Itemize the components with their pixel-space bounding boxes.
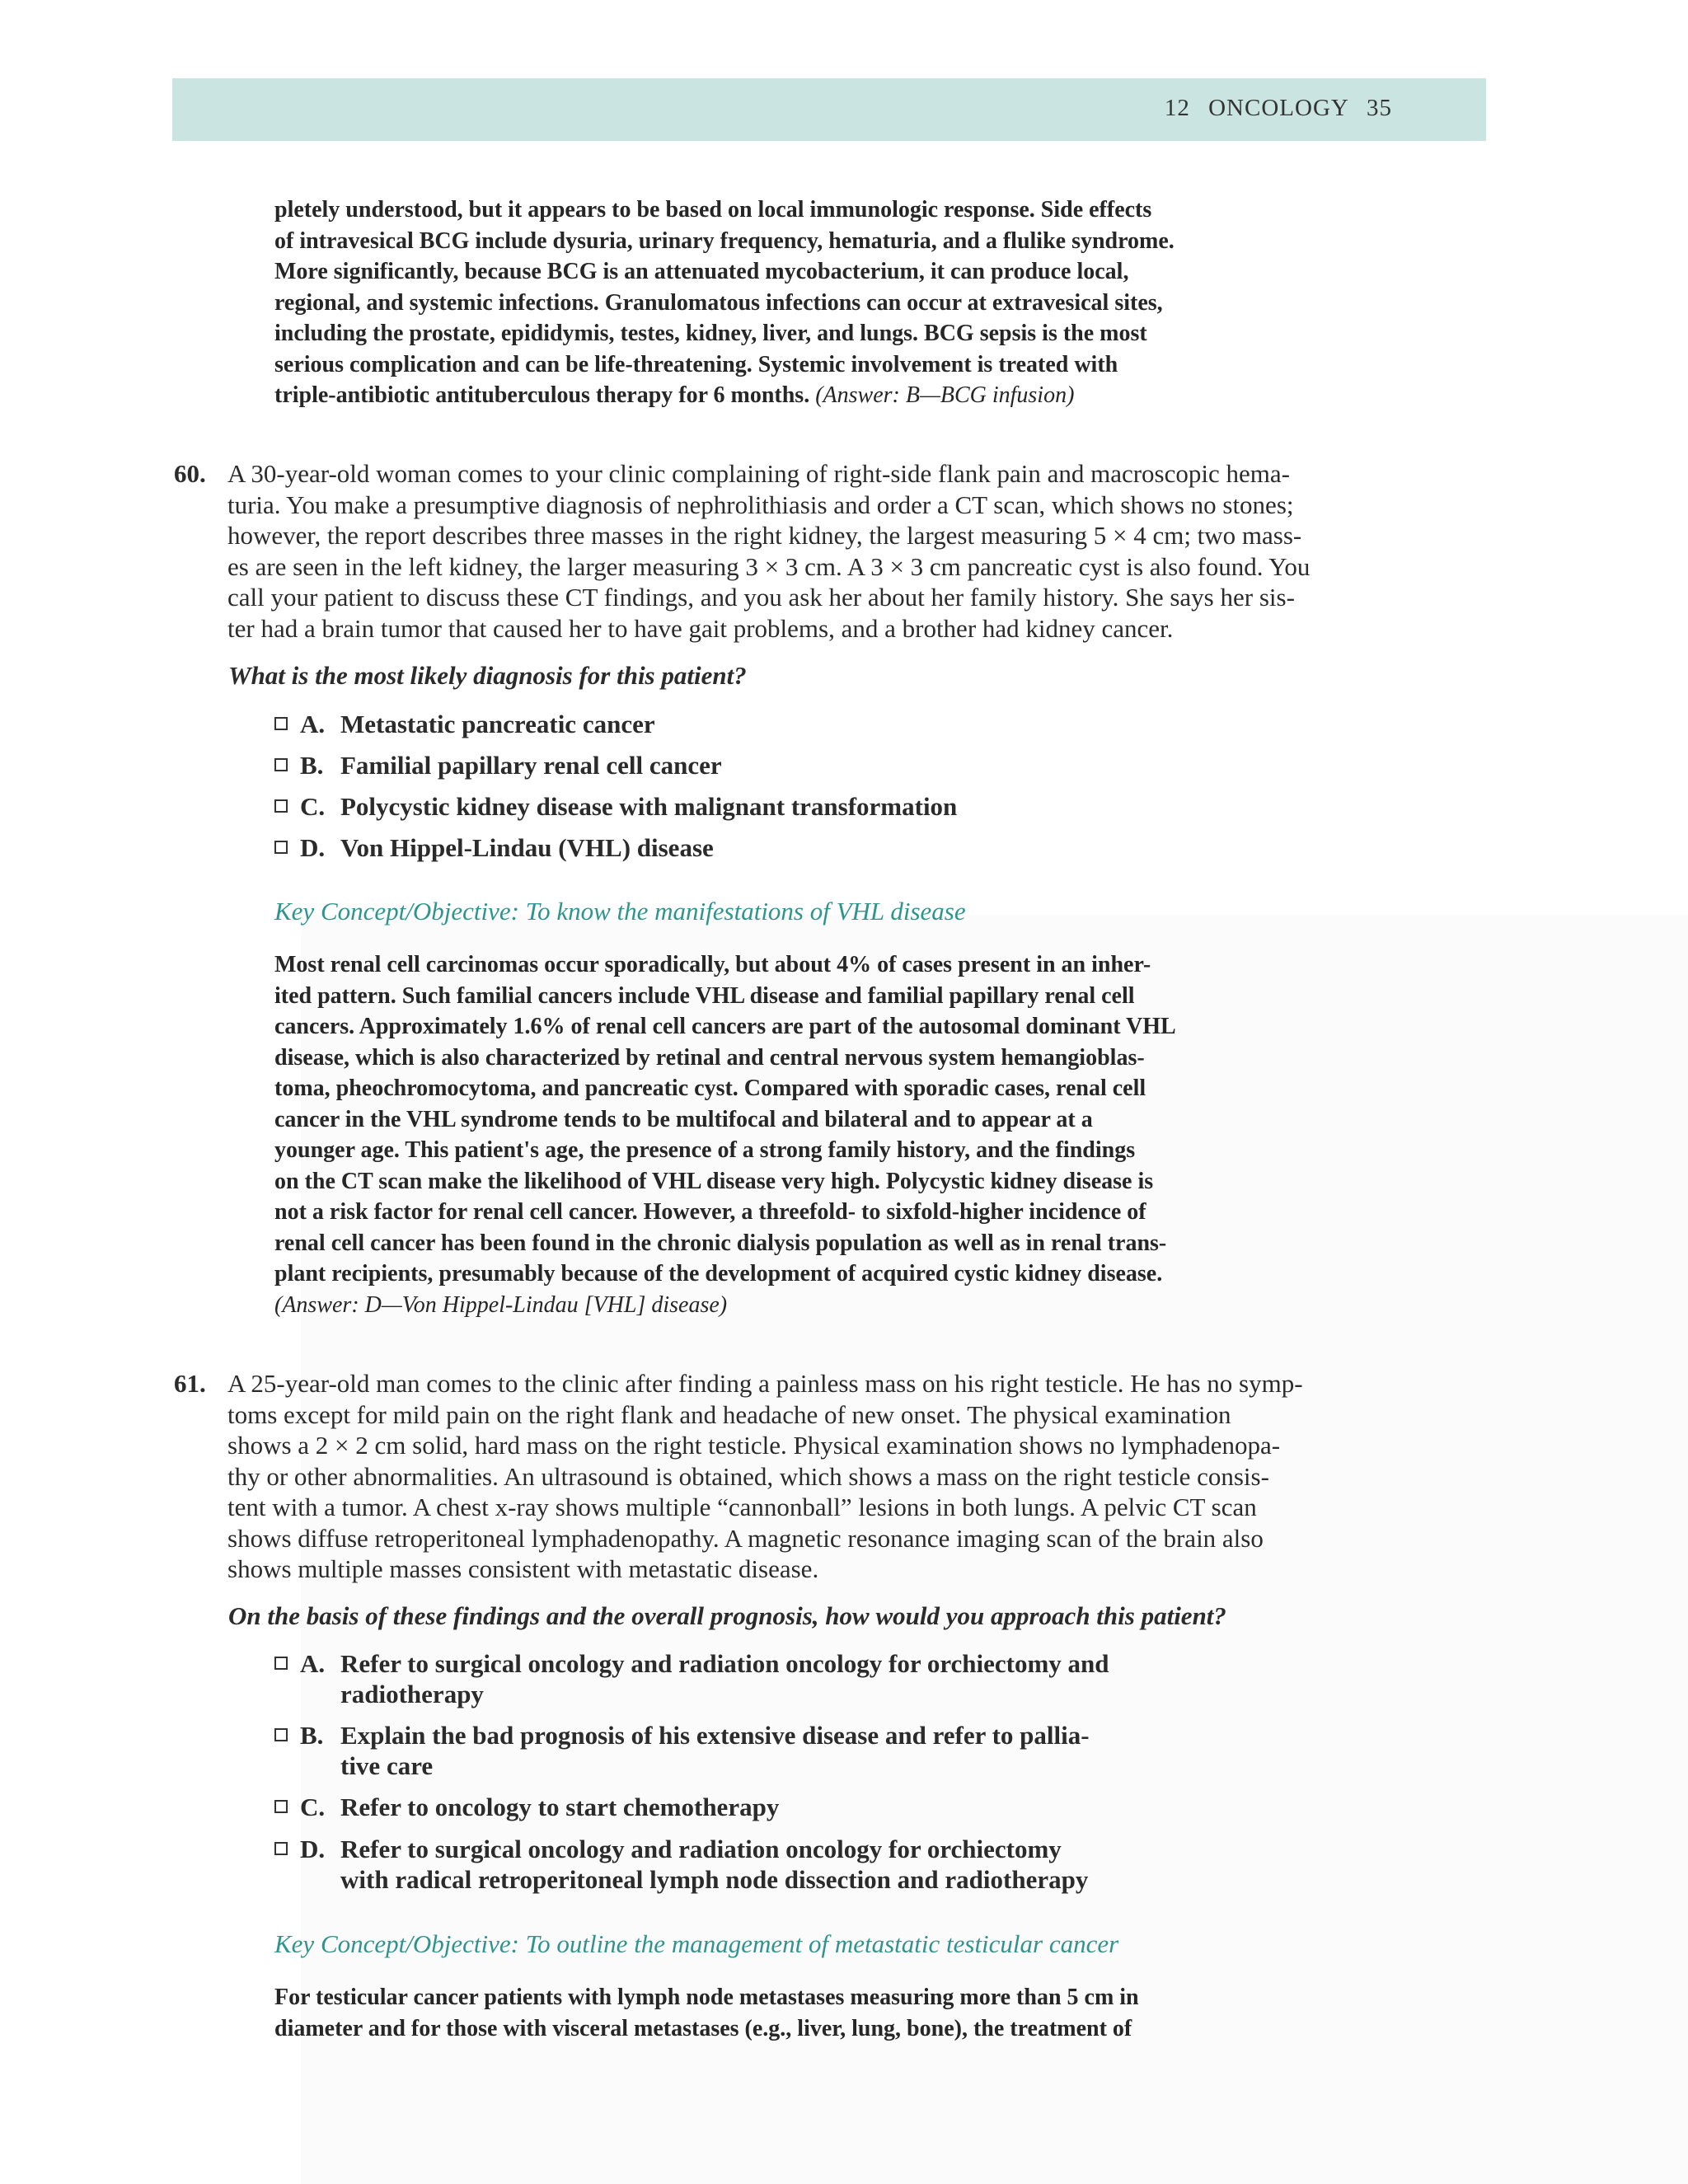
q61-explanation — [274, 1982, 1280, 2044]
text-line: not a risk factor for renal cell cancer. However, a threefold- to sixfold-higher incidence of — [274, 1199, 1146, 1225]
checkbox-icon[interactable] — [274, 758, 288, 771]
checkbox-icon[interactable] — [274, 799, 288, 813]
option-letter: B. — [300, 1721, 324, 1750]
text-line: regional, and systemic infections. Granulomatous infections can occur at extravesical sites, — [274, 289, 1163, 316]
page-number: 35 — [1367, 95, 1392, 121]
stem-line: turia. You make a presumptive diagnosis of nephrolithiasis and order a CT scan, which shows no stones; — [227, 490, 1294, 519]
text-line: plant recipients, presumably because of the development of acquired cystic kidney disease. — [274, 1261, 1163, 1286]
text-line: younger age. This patient's age, the presence of a strong family history, and the findings — [274, 1137, 1136, 1163]
question-60 — [174, 458, 1387, 644]
q59-explanation — [274, 194, 1280, 411]
stem-line: however, the report describes three masses in the right kidney, the largest measuring 5 × 4 cm; two mass- — [227, 521, 1302, 550]
option-text-line2: radiotherapy — [340, 1680, 484, 1708]
stem-line: ter had a brain tumor that caused her to have gait problems, and a brother had kidney cancer. — [227, 613, 1174, 643]
text-line: cancer in the VHL syndrome tends to be multifocal and bilateral and to appear at a — [274, 1106, 1093, 1132]
running-head-text — [1153, 95, 1392, 122]
checkbox-icon[interactable] — [274, 1842, 288, 1855]
checkbox-icon[interactable] — [274, 1657, 288, 1670]
option-c[interactable] — [274, 1792, 1264, 1822]
stem-line: toms except for mild pain on the right flank and headache of new onset. The physical examination — [227, 1399, 1231, 1429]
text-line-last — [274, 380, 1280, 411]
option-text: Familial papillary renal cell cancer — [340, 751, 722, 780]
question-61 — [174, 1368, 1387, 1585]
option-letter: A. — [300, 1649, 326, 1678]
text-line: Most renal cell carcinomas occur sporadically, but about 4% of cases present in an inher- — [274, 952, 1151, 977]
checkbox-icon[interactable] — [274, 1800, 288, 1813]
option-a[interactable] — [274, 1648, 1264, 1708]
question-number: 61. — [174, 1369, 206, 1398]
option-text-line2: tive care — [340, 1751, 434, 1780]
stem-line: call your patient to discuss these CT findings, and you ask her about her family history. She says her sis- — [227, 583, 1295, 612]
text-line: triple-antibiotic antituberculous therapy for 6 months. — [274, 382, 810, 408]
text-line: diameter and for those with visceral metastases (e.g., liver, lung, bone), the treatment of — [274, 2015, 1132, 2041]
option-a[interactable] — [274, 709, 1264, 739]
option-d[interactable] — [274, 832, 1264, 863]
option-text-line2: with radical retroperitoneal lymph node dissection and radiotherapy — [340, 1865, 1089, 1894]
option-b[interactable] — [274, 1720, 1264, 1780]
stem-line: shows diffuse retroperitoneal lymphadenopathy. A magnetic resonance imaging scan of the brain also — [227, 1523, 1264, 1553]
question-stem — [227, 1368, 1387, 1585]
answer-tag: (Answer: D—Von Hippel-Lindau [VHL] disease) — [274, 1291, 728, 1318]
text-line: cancers. Approximately 1.6% of renal cell cancers are part of the autosomal dominant VHL — [274, 1014, 1176, 1039]
option-letter: B. — [300, 751, 324, 780]
text-line: More significantly, because BCG is an attenuated mycobacterium, it can produce local, — [274, 259, 1129, 284]
option-text-line1: Refer to oncology to start chemotherapy — [340, 1793, 780, 1821]
option-text: Polycystic kidney disease with malignant transformation — [340, 792, 958, 821]
checkbox-icon[interactable] — [274, 841, 288, 854]
option-text-line1: Refer to surgical oncology and radiation oncology for orchiectomy — [340, 1835, 1062, 1863]
option-letter: A. — [300, 710, 326, 738]
question-stem — [227, 458, 1387, 644]
stem-line: A 25-year-old man comes to the clinic after finding a painless mass on his right testicle. He has no symp- — [227, 1369, 1303, 1398]
stem-line: shows multiple masses consistent with metastatic disease. — [227, 1554, 819, 1583]
option-text: Metastatic pancreatic cancer — [340, 710, 655, 738]
option-letter: C. — [300, 792, 326, 821]
text-line: ited pattern. Such familial cancers include VHL disease and familial papillary renal cell — [274, 982, 1135, 1009]
text-line: pletely understood, but it appears to be based on local immunologic response. Side effects — [274, 197, 1152, 223]
text-line: toma, pheochromocytoma, and pancreatic cyst. Compared with sporadic cases, renal cell — [274, 1076, 1146, 1101]
option-letter: D. — [300, 833, 326, 862]
option-d[interactable] — [274, 1834, 1264, 1894]
question-number: 60. — [174, 459, 206, 488]
text-line: on the CT scan make the likelihood of VHL disease very high. Polycystic kidney disease is — [274, 1168, 1154, 1194]
option-b[interactable] — [274, 750, 1264, 780]
checkbox-icon[interactable] — [274, 717, 288, 730]
chapter-number: 12 — [1164, 95, 1190, 121]
key-concept: Key Concept/Objective: To know the manifestations of VHL disease — [274, 897, 966, 926]
key-concept: Key Concept/Objective: To outline the management of metastatic testicular cancer — [274, 1929, 1119, 1958]
chapter-title: ONCOLOGY — [1208, 95, 1348, 121]
stem-line: thy or other abnormalities. An ultrasound is obtained, which shows a mass on the right testicle consis- — [227, 1461, 1269, 1491]
text-line: For testicular cancer patients with lymph node metastases measuring more than 5 cm in — [274, 1985, 1139, 2010]
option-letter: D. — [300, 1835, 326, 1863]
text-line: serious complication and can be life-threatening. Systemic involvement is treated with — [274, 351, 1118, 377]
stem-line: tent with a tumor. A chest x-ray shows multiple “cannonball” lesions in both lungs. A pelvic CT scan — [227, 1493, 1257, 1521]
answer-tag: (Answer: B—BCG infusion) — [815, 382, 1075, 408]
q60-explanation — [274, 949, 1280, 1320]
option-text-line1: Explain the bad prognosis of his extensive disease and refer to pallia- — [340, 1721, 1090, 1750]
stem-line: es are seen in the left kidney, the larger measuring 3 × 3 cm. A 3 × 3 cm pancreatic cyst is also found. You — [227, 551, 1311, 581]
question-prompt: On the basis of these findings and the overall prognosis, how would you approach this patient? — [228, 1601, 1226, 1630]
text-line: disease, which is also characterized by retinal and central nervous system hemangioblas- — [274, 1044, 1145, 1071]
option-letter: C. — [300, 1793, 326, 1821]
running-header — [172, 78, 1486, 141]
stem-line: shows a 2 × 2 cm solid, hard mass on the right testicle. Physical examination shows no lymphadenopa- — [227, 1431, 1281, 1460]
stem-line: A 30-year-old woman comes to your clinic complaining of right-side flank pain and macroscopic hema- — [227, 459, 1290, 488]
checkbox-icon[interactable] — [274, 1728, 288, 1741]
text-line: of intravesical BCG include dysuria, urinary frequency, hematuria, and a flulike syndrome. — [274, 227, 1175, 254]
option-c[interactable] — [274, 791, 1264, 822]
question-prompt: What is the most likely diagnosis for this patient? — [228, 661, 747, 690]
option-text: Von Hippel-Lindau (VHL) disease — [340, 833, 714, 862]
text-line: including the prostate, epididymis, testes, kidney, liver, and lungs. BCG sepsis is the most — [274, 321, 1147, 346]
text-line: renal cell cancer has been found in the chronic dialysis population as well as in renal trans- — [274, 1230, 1167, 1256]
option-text-line1: Refer to surgical oncology and radiation oncology for orchiectomy and — [340, 1649, 1109, 1678]
